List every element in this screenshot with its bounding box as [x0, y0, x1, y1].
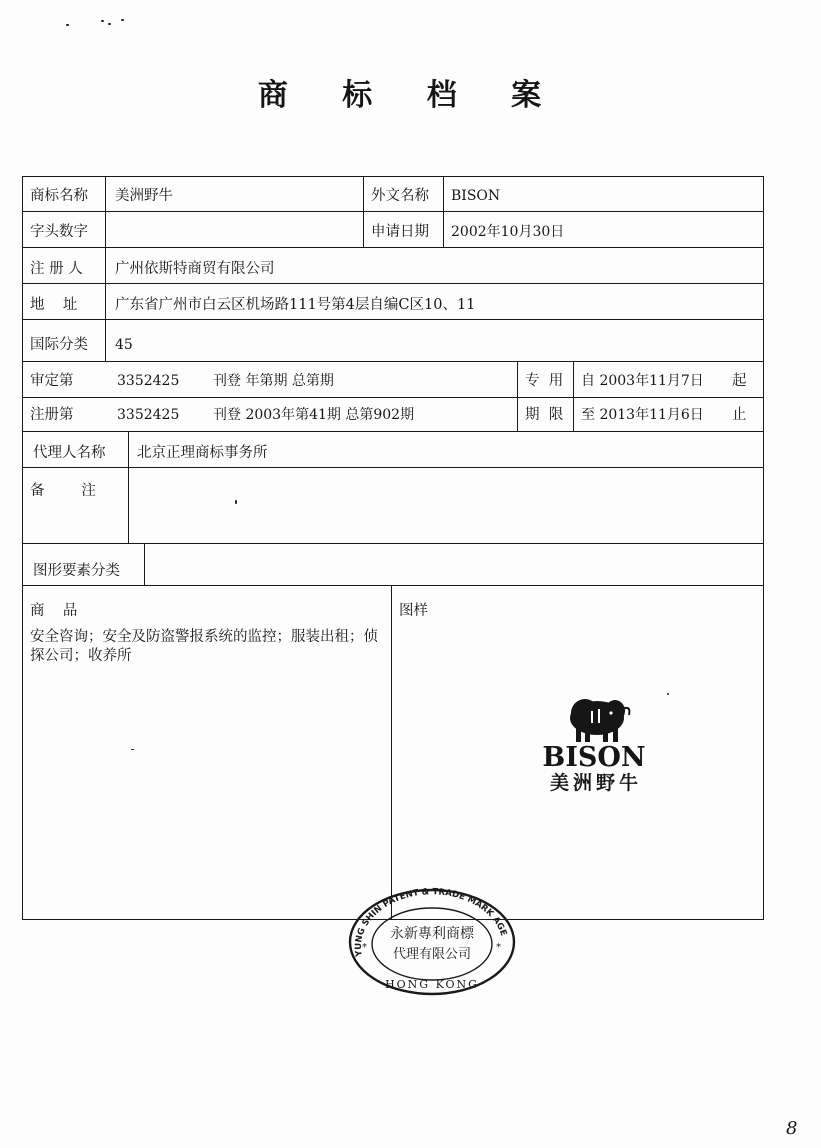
- address-label: 地 址: [30, 297, 78, 313]
- remarks-label: 备 注: [30, 483, 96, 499]
- valid-from-suffix: 起: [732, 373, 747, 389]
- agent-label: 代理人名称: [33, 445, 106, 461]
- seal-cn-line1: 永新專利商標: [390, 926, 474, 942]
- scan-speck: [131, 749, 134, 750]
- svg-text:*: *: [362, 942, 367, 953]
- scan-speck: [101, 20, 104, 22]
- trademark-name-label: 商标名称: [30, 188, 88, 204]
- period-label: 期 限: [525, 407, 564, 423]
- bison-icon: [533, 691, 693, 801]
- page-number: 8: [786, 1118, 798, 1139]
- application-date-label: 申请日期: [371, 224, 429, 240]
- seal-bottom-text: HONG KONG: [385, 978, 479, 991]
- foreign-name-label: 外文名称: [371, 188, 429, 204]
- svg-text:*: *: [496, 942, 501, 953]
- figurative-class-label: 图形要素分类: [33, 563, 120, 579]
- application-date-value: 2002年10月30日: [451, 224, 565, 240]
- examined-publication: 刊登 年第期 总第期: [213, 373, 334, 389]
- page-title: 商 标 档 案: [257, 78, 564, 113]
- intl-class-label: 国际分类: [30, 337, 88, 353]
- scan-speck: [66, 24, 69, 26]
- sample-label: 图样: [399, 603, 428, 619]
- bison-trademark-logo: [533, 691, 693, 801]
- scan-speck: [667, 693, 669, 695]
- address-value: 广东省广州市白云区机场路111号第4层自编C区10、11: [115, 297, 476, 313]
- scan-speck: [121, 19, 124, 21]
- trademark-record-table: [22, 176, 764, 920]
- seal-stamp-icon: [342, 880, 522, 998]
- registrant-value: 广州依斯特商贸有限公司: [115, 261, 275, 277]
- registered-label: 注册第: [30, 407, 74, 423]
- examined-number: 3352425: [117, 373, 180, 389]
- agency-seal: [342, 880, 522, 998]
- scan-speck: [108, 23, 111, 25]
- examined-label: 审定第: [30, 373, 74, 389]
- goods-text: 安全咨询；安全及防盗警报系统的监控；服装出租；侦探公司；收养所: [30, 629, 378, 664]
- goods-label: 商 品: [30, 603, 78, 619]
- logo-text-cn: 美洲野牛: [549, 772, 643, 794]
- seal-outer-text: YUNG SHIN PATENT & TRADE MARK AGE: [353, 887, 509, 958]
- trademark-name-value: 美洲野牛: [115, 188, 173, 204]
- valid-to-suffix: 止: [732, 407, 747, 423]
- registered-number: 3352425: [117, 407, 180, 423]
- valid-from: 自 2003年11月7日: [581, 373, 704, 389]
- seal-cn-line2: 代理有限公司: [392, 947, 472, 962]
- initials-label: 字头数字: [30, 224, 88, 240]
- registered-publication: 刊登 2003年第41期 总第902期: [213, 407, 415, 423]
- agent-value: 北京正理商标事务所: [137, 445, 268, 461]
- registrant-label: 注 册 人: [30, 261, 83, 277]
- exclusive-label: 专 用: [525, 373, 564, 389]
- scan-speck: [235, 500, 237, 504]
- logo-text-en: BISON: [542, 742, 646, 773]
- foreign-name-value: BISON: [451, 188, 501, 204]
- intl-class-value: 45: [115, 337, 133, 353]
- valid-to: 至 2013年11月6日: [581, 407, 704, 423]
